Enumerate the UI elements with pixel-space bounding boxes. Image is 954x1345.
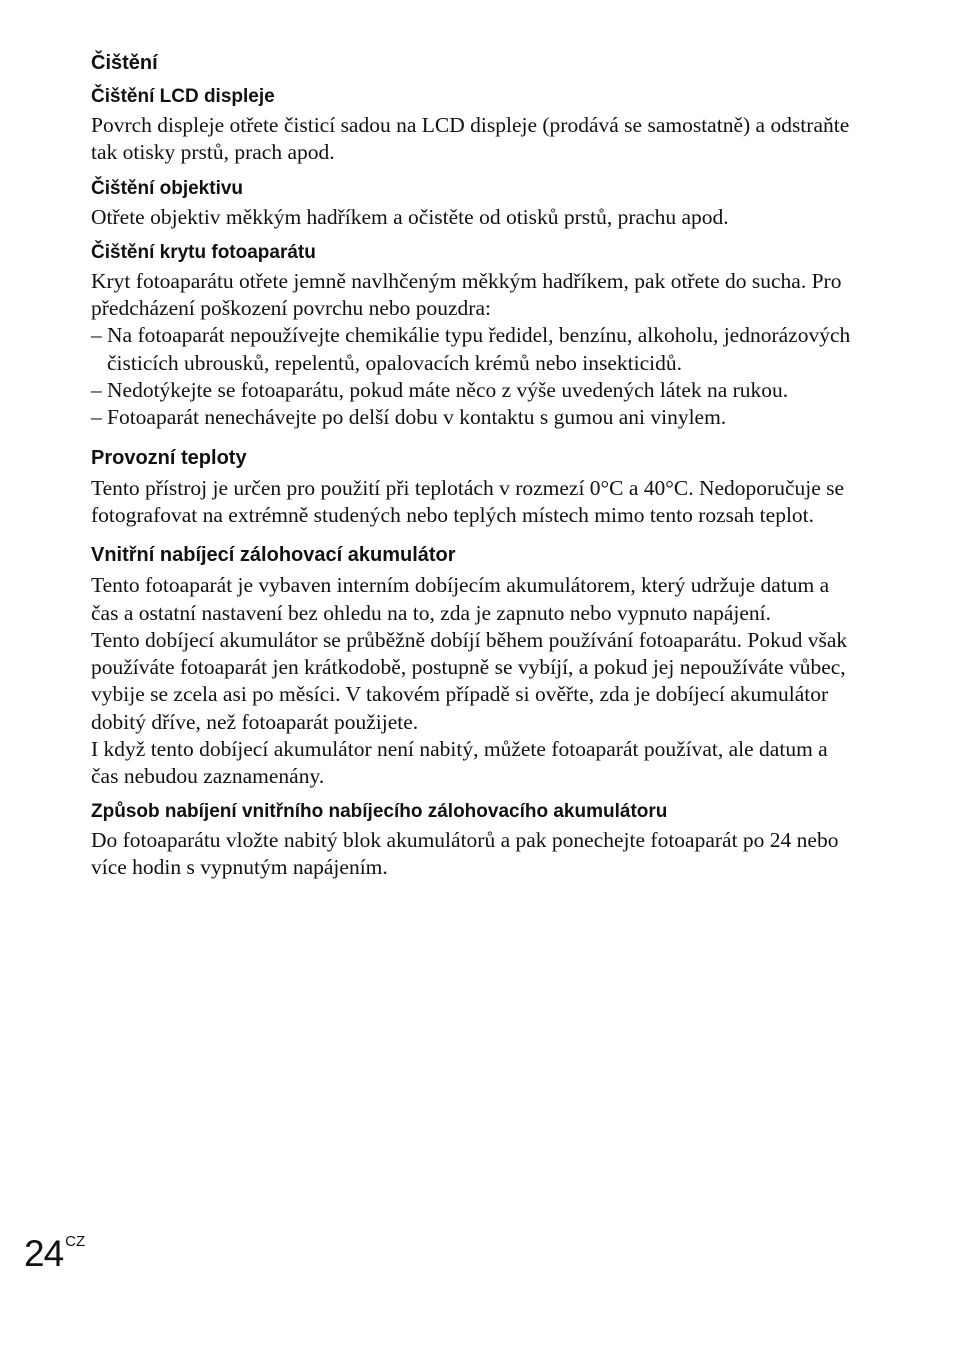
- section-title-temperature: Provozní teploty: [91, 446, 247, 469]
- section-title-battery: Vnitřní nabíjecí zálohovací akumulátor: [91, 544, 456, 567]
- page-language-code: CZ: [65, 1233, 86, 1250]
- paragraph-battery-3: I když tento dobíjecí akumulátor není nabitý, můžete fotoaparát používat, ale datum a čas nebudou zaznamenány.: [91, 737, 828, 789]
- page-number-value: 24: [24, 1233, 64, 1274]
- subsection-title-camera-body: Čištění krytu fotoaparátu: [91, 241, 316, 263]
- section-title-cleaning: Čištění: [91, 52, 158, 74]
- list-item: – Nedotýkejte se fotoaparátu, pokud máte něco z výše uvedených látek na rukou.: [91, 377, 851, 404]
- camera-body-warning-list: [91, 322, 851, 431]
- paragraph-camera-body: Kryt fotoaparátu otřete jemně navlhčeným měkkým hadříkem, pak otřete do sucha. Pro předcházení poškození povrchu nebo pouzdra:: [91, 268, 842, 321]
- paragraph-battery-2: Tento dobíjecí akumulátor se průběžně dobíjí během používání fotoaparátu. Pokud však používáte fotoaparát jen krátkodobě, postupně se vybíjí, a pokud jej nepoužíváte vůbec, vybije se zcela asi po měsíci. V takovém případě si ověřte, zda je dobíjecí akumulátor dobitý dříve, než fotoaparát použijete.: [91, 627, 848, 734]
- paragraph-charging: Do fotoaparátu vložte nabitý blok akumulátorů a pak ponechejte fotoaparát po 24 nebo více hodin s vypnutým napájením.: [91, 827, 839, 879]
- paragraph-lens: Otřete objektiv měkkým hadříkem a očistěte od otisků prstů, prachu apod.: [91, 204, 729, 229]
- page-number: [24, 1232, 85, 1276]
- paragraph-lcd: Povrch displeje otřete čisticí sadou na LCD displeje (prodává se samostatně) a odstraňte tak otisky prstů, prach apod.: [91, 113, 850, 165]
- page-content: [91, 50, 851, 881]
- subsection-title-lens: Čištění objektivu: [91, 177, 244, 199]
- list-item: – Na fotoaparát nepoužívejte chemikálie typu ředidel, benzínu, alkoholu, jednorázových čisticích ubrousků, repelentů, opalovacích krémů nebo insekticidů.: [91, 322, 851, 377]
- paragraph-battery-1: Tento fotoaparát je vybaven interním dobíjecím akumulátorem, který udržuje datum a čas a ostatní nastavení bez ohledu na to, zda je zapnuto nebo vypnuto napájení.: [91, 573, 830, 625]
- list-item: – Fotoaparát nenechávejte po delší dobu v kontaktu s gumou ani vinylem.: [91, 404, 851, 431]
- paragraph-temperature: Tento přístroj je určen pro použití při teplotách v rozmezí 0°C a 40°C. Nedoporučuje se fotografovat na extrémně studených nebo teplých místech mimo tento rozsah teplot.: [91, 475, 845, 527]
- subsection-title-charging: Způsob nabíjení vnitřního nabíjecího zálohovacího akumulátoru: [91, 800, 668, 822]
- subsection-title-lcd: Čištění LCD displeje: [91, 86, 275, 107]
